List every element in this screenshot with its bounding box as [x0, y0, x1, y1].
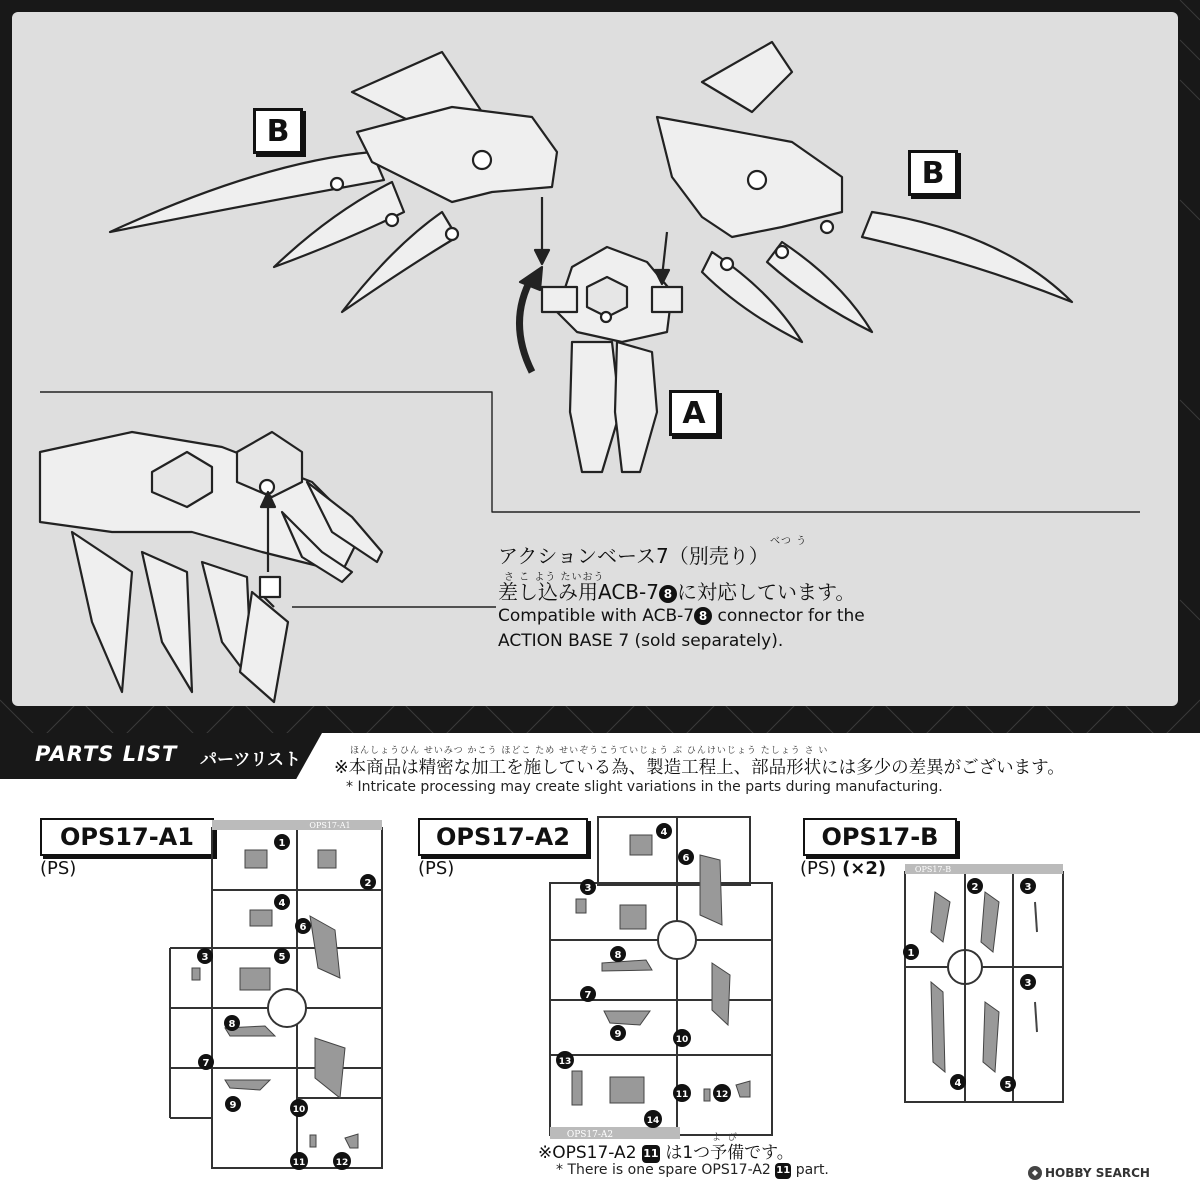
- svg-text:3: 3: [584, 883, 592, 894]
- runner-name-a1: OPS17-A1: [40, 818, 214, 856]
- runner-material-a2: (PS): [418, 858, 455, 879]
- svg-text:7: 7: [202, 1058, 210, 1069]
- svg-text:14: 14: [646, 1116, 660, 1126]
- svg-text:10: 10: [292, 1105, 306, 1115]
- svg-text:12: 12: [715, 1090, 729, 1100]
- svg-text:13: 13: [558, 1057, 572, 1067]
- watermark: [1028, 1166, 1150, 1180]
- svg-text:10: 10: [675, 1035, 689, 1045]
- spare-part-number: 11: [642, 1145, 660, 1163]
- svg-text:4: 4: [278, 898, 286, 909]
- note-ruby-2: さ こ よう たいおう: [504, 572, 605, 583]
- parts-notice-jp: ※本商品は精密な加工を施している為、製造工程上、部品形状には多少の差異がございます。: [334, 758, 1065, 778]
- svg-text:3: 3: [201, 952, 209, 963]
- right-wing-illustration: [657, 42, 1072, 342]
- svg-text:11: 11: [675, 1090, 689, 1100]
- svg-text:6: 6: [682, 853, 690, 864]
- runner-a2-diagram: [540, 815, 780, 1145]
- note-en-line-2: ACTION BASE 7 (sold separately).: [498, 631, 784, 651]
- note-ruby-1: べつ う: [770, 536, 808, 547]
- label-a: A: [669, 390, 719, 436]
- svg-text:3: 3: [1024, 978, 1032, 989]
- svg-text:3: 3: [1024, 882, 1032, 893]
- runner-tag: [212, 820, 382, 830]
- part-number-badge: 8: [694, 607, 712, 625]
- svg-text:12: 12: [335, 1158, 349, 1168]
- svg-text:5: 5: [278, 952, 286, 963]
- svg-text:5: 5: [1004, 1080, 1012, 1091]
- detail-illustration: [40, 432, 382, 702]
- parts-notice-en: * Intricate processing may create slight variations in the parts during manufacturing.: [346, 779, 943, 795]
- runner-material-b-value: (PS): [800, 858, 837, 879]
- parts-list-title: PARTS LIST: [35, 742, 178, 766]
- svg-text:8: 8: [614, 950, 622, 961]
- svg-text:9: 9: [229, 1100, 237, 1111]
- hobby-search-logo-icon: ◆: [1028, 1166, 1042, 1180]
- note-en-pre: Compatible with ACB-7: [498, 606, 695, 626]
- runner-a1-diagram: [160, 818, 420, 1180]
- part-number-badge: 8: [659, 585, 677, 603]
- note-en-post: connector for the: [712, 606, 865, 626]
- runner-name-a2: OPS17-A2: [418, 818, 588, 856]
- svg-text:2: 2: [364, 878, 372, 889]
- left-wing-illustration: [110, 52, 557, 312]
- runner-b-diagram: [895, 862, 1075, 1112]
- runner-tag-label: OPS17-A1: [309, 821, 351, 830]
- spare-en-pre: * There is one spare OPS17-A2: [556, 1162, 771, 1178]
- runner-tag-label: OPS17-A2: [566, 1130, 614, 1140]
- action-base-note: [498, 532, 958, 654]
- spare-part-number: 11: [775, 1163, 791, 1179]
- note-line-1: アクションベース7（別売り）: [498, 544, 769, 568]
- spare-en-post: part.: [795, 1162, 829, 1178]
- parts-list-title-jp: パーツリスト: [200, 750, 301, 770]
- spare-note-en: [556, 1162, 829, 1179]
- parts-notice-ruby: ほんしょうひん せいみつ かこう ほどこ ため せいぞうこうていじょう ぶ ひんけいじょう たしょう さ い: [350, 746, 829, 756]
- svg-text:4: 4: [954, 1078, 962, 1089]
- spare-pre: ※OPS17-A2: [538, 1143, 637, 1163]
- svg-text:2: 2: [971, 882, 979, 893]
- watermark-text: HOBBY SEARCH: [1045, 1166, 1150, 1180]
- spare-note-ruby: よ び: [712, 1133, 739, 1143]
- note-line-2: [498, 580, 958, 604]
- svg-text:7: 7: [584, 990, 592, 1001]
- note-line-2-post: に対応しています。: [676, 580, 856, 604]
- runner-material-b: [800, 858, 886, 879]
- label-b-left: B: [253, 108, 303, 154]
- svg-text:11: 11: [292, 1158, 306, 1168]
- runner-name-b: OPS17-B: [803, 818, 957, 856]
- svg-text:1: 1: [907, 948, 915, 959]
- part-number-markers: [903, 878, 1036, 1092]
- svg-text:1: 1: [278, 838, 286, 849]
- label-b-right: B: [908, 150, 958, 196]
- svg-text:9: 9: [614, 1029, 622, 1040]
- svg-text:4: 4: [660, 827, 668, 838]
- runner-material-a1: (PS): [40, 858, 77, 879]
- assembly-panel: [12, 12, 1178, 706]
- spare-post: は1つ予備です。: [665, 1143, 794, 1163]
- note-en-line-1: [498, 604, 958, 629]
- note-line-2-pre: 差し込み用ACB-7: [498, 580, 659, 604]
- spare-note-jp: [538, 1138, 794, 1163]
- runner-tag-label: OPS17-B: [914, 865, 952, 874]
- svg-text:6: 6: [299, 922, 307, 933]
- runner-count-b: (×2): [842, 858, 887, 879]
- svg-text:8: 8: [228, 1019, 236, 1030]
